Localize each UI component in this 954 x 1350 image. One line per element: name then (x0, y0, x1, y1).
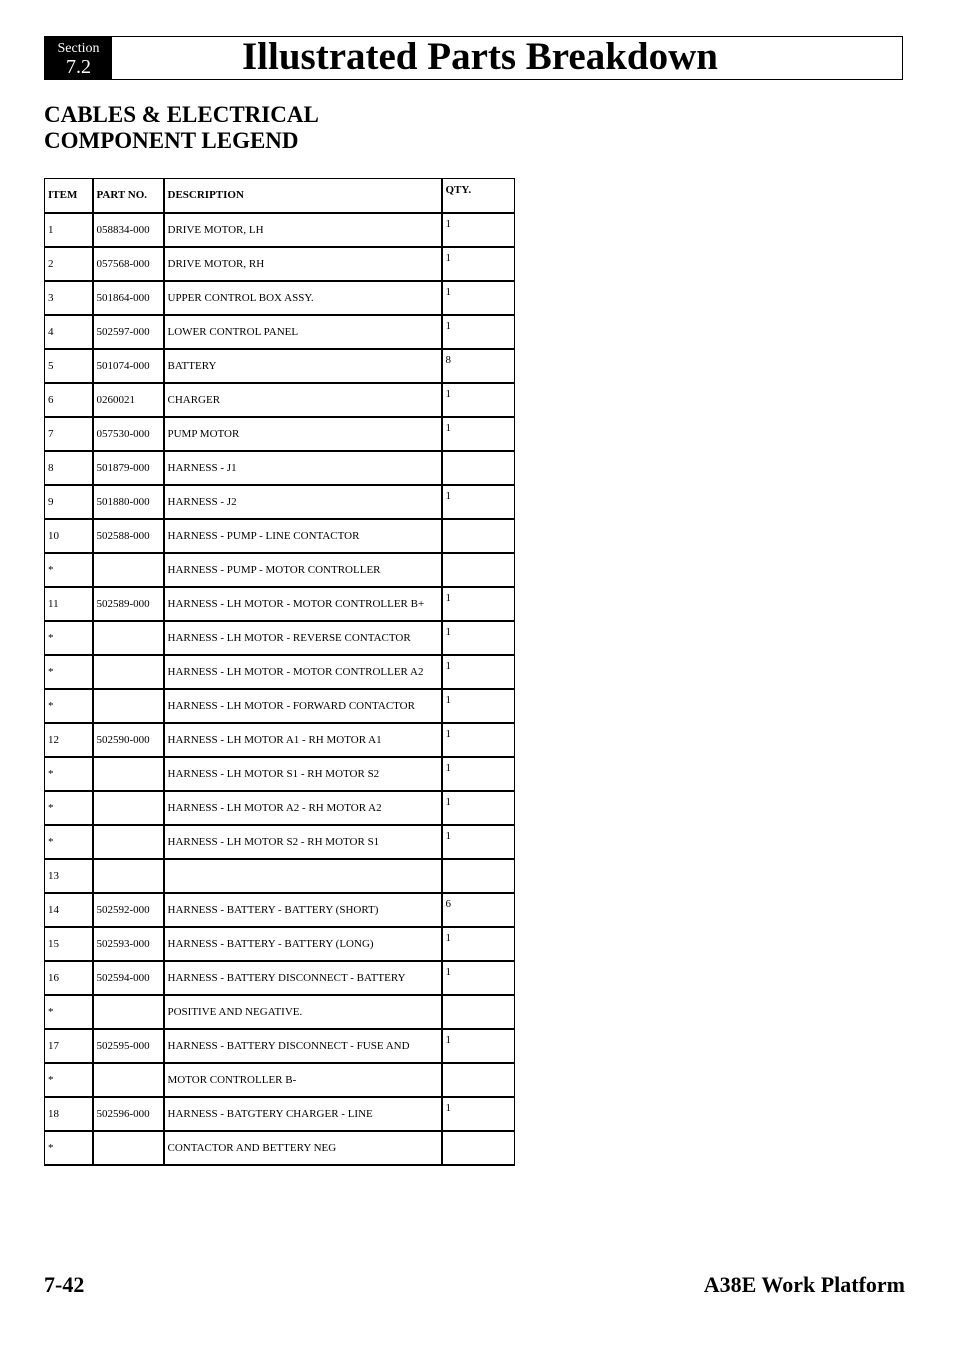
part-no-cell: 501074-000 (93, 349, 164, 383)
part-no-cell (93, 1131, 164, 1165)
part-no-cell: 502590-000 (93, 723, 164, 757)
item-cell: * (45, 689, 93, 723)
item-cell: * (45, 995, 93, 1029)
qty-cell: 1 (442, 655, 515, 689)
table-row (45, 383, 515, 417)
header-description: DESCRIPTION (164, 179, 442, 213)
qty-cell (442, 859, 515, 893)
item-cell: * (45, 553, 93, 587)
qty-cell: 1 (442, 281, 515, 315)
part-no-cell (93, 655, 164, 689)
item-cell: 14 (45, 893, 93, 927)
item-cell: 13 (45, 859, 93, 893)
part-no-cell (93, 791, 164, 825)
description-cell: POSITIVE AND NEGATIVE. (164, 995, 442, 1029)
item-cell: * (45, 791, 93, 825)
description-cell: HARNESS - BATTERY DISCONNECT - BATTERY (164, 961, 442, 995)
qty-cell (442, 553, 515, 587)
table-row (45, 621, 515, 655)
qty-cell (442, 519, 515, 553)
qty-cell: 1 (442, 417, 515, 451)
qty-cell: 1 (442, 621, 515, 655)
header-qty: QTY. (442, 179, 515, 213)
part-no-cell: 501880-000 (93, 485, 164, 519)
item-cell: 2 (45, 247, 93, 281)
table-row (45, 349, 515, 383)
item-cell: 9 (45, 485, 93, 519)
parts-table (44, 178, 515, 1166)
part-no-cell (93, 621, 164, 655)
parts-table-body (45, 213, 515, 1165)
page-header (44, 36, 903, 80)
table-row (45, 485, 515, 519)
description-cell: CHARGER (164, 383, 442, 417)
table-row (45, 757, 515, 791)
table-row (45, 893, 515, 927)
section-number: 7.2 (66, 56, 91, 78)
qty-cell: 1 (442, 1097, 515, 1131)
part-no-cell: 502597-000 (93, 315, 164, 349)
qty-cell (442, 1063, 515, 1097)
item-cell: 10 (45, 519, 93, 553)
page-title: Illustrated Parts Breakdown (242, 35, 718, 78)
qty-cell: 1 (442, 757, 515, 791)
qty-cell: 1 (442, 927, 515, 961)
description-cell: PUMP MOTOR (164, 417, 442, 451)
description-cell: HARNESS - LH MOTOR - FORWARD CONTACTOR (164, 689, 442, 723)
part-no-cell: 502595-000 (93, 1029, 164, 1063)
table-row (45, 281, 515, 315)
description-cell: HARNESS - LH MOTOR S1 - RH MOTOR S2 (164, 757, 442, 791)
description-cell: HARNESS - J1 (164, 451, 442, 485)
table-row (45, 213, 515, 247)
item-cell: * (45, 655, 93, 689)
qty-cell: 8 (442, 349, 515, 383)
description-cell: DRIVE MOTOR, RH (164, 247, 442, 281)
item-cell: 1 (45, 213, 93, 247)
table-row (45, 519, 515, 553)
table-row (45, 247, 515, 281)
description-cell: HARNESS - LH MOTOR A1 - RH MOTOR A1 (164, 723, 442, 757)
part-no-cell: 502594-000 (93, 961, 164, 995)
header-item: ITEM (45, 179, 93, 213)
part-no-cell: 057568-000 (93, 247, 164, 281)
item-cell: 15 (45, 927, 93, 961)
part-no-cell: 502589-000 (93, 587, 164, 621)
part-no-cell (93, 553, 164, 587)
table-row (45, 553, 515, 587)
table-row (45, 417, 515, 451)
table-row (45, 859, 515, 893)
table-row (45, 1063, 515, 1097)
item-cell: 17 (45, 1029, 93, 1063)
part-no-cell (93, 995, 164, 1029)
item-cell: * (45, 825, 93, 859)
description-cell: CONTACTOR AND BETTERY NEG (164, 1131, 442, 1165)
table-row (45, 723, 515, 757)
table-row (45, 315, 515, 349)
item-cell: 5 (45, 349, 93, 383)
subtitle-line-1: CABLES & ELECTRICAL (44, 102, 319, 127)
item-cell: 4 (45, 315, 93, 349)
item-cell: * (45, 1063, 93, 1097)
description-cell: HARNESS - LH MOTOR - MOTOR CONTROLLER A2 (164, 655, 442, 689)
part-no-cell: 502592-000 (93, 893, 164, 927)
description-cell: UPPER CONTROL BOX ASSY. (164, 281, 442, 315)
description-cell: LOWER CONTROL PANEL (164, 315, 442, 349)
part-no-cell: 058834-000 (93, 213, 164, 247)
description-cell: HARNESS - BATTERY - BATTERY (SHORT) (164, 893, 442, 927)
item-cell: 3 (45, 281, 93, 315)
description-cell: HARNESS - LH MOTOR A2 - RH MOTOR A2 (164, 791, 442, 825)
part-no-cell: 501879-000 (93, 451, 164, 485)
qty-cell: 1 (442, 1029, 515, 1063)
part-no-cell (93, 859, 164, 893)
qty-cell: 1 (442, 689, 515, 723)
item-cell: 12 (45, 723, 93, 757)
qty-cell: 1 (442, 791, 515, 825)
qty-cell: 1 (442, 213, 515, 247)
table-row (45, 1131, 515, 1165)
section-label: Section (57, 41, 100, 56)
table-row (45, 689, 515, 723)
item-cell: 18 (45, 1097, 93, 1131)
part-no-cell: 502588-000 (93, 519, 164, 553)
description-cell: HARNESS - BATGTERY CHARGER - LINE (164, 1097, 442, 1131)
table-row (45, 655, 515, 689)
description-cell: HARNESS - PUMP - LINE CONTACTOR (164, 519, 442, 553)
qty-cell: 6 (442, 893, 515, 927)
description-cell: HARNESS - J2 (164, 485, 442, 519)
description-cell (164, 859, 442, 893)
part-no-cell (93, 1063, 164, 1097)
table-row (45, 961, 515, 995)
description-cell: HARNESS - LH MOTOR - MOTOR CONTROLLER B+ (164, 587, 442, 621)
qty-cell: 1 (442, 825, 515, 859)
qty-cell (442, 451, 515, 485)
table-row (45, 587, 515, 621)
item-cell: 8 (45, 451, 93, 485)
item-cell: * (45, 621, 93, 655)
qty-cell (442, 1131, 515, 1165)
item-cell: 11 (45, 587, 93, 621)
page-number: 7-42 (44, 1272, 85, 1297)
part-no-cell: 057530-000 (93, 417, 164, 451)
part-no-cell: 501864-000 (93, 281, 164, 315)
part-no-cell (93, 757, 164, 791)
description-cell: HARNESS - BATTERY - BATTERY (LONG) (164, 927, 442, 961)
table-row (45, 825, 515, 859)
qty-cell: 1 (442, 315, 515, 349)
item-cell: 7 (45, 417, 93, 451)
table-row (45, 451, 515, 485)
qty-cell: 1 (442, 485, 515, 519)
description-cell: HARNESS - LH MOTOR - REVERSE CONTACTOR (164, 621, 442, 655)
table-row (45, 995, 515, 1029)
qty-cell: 1 (442, 587, 515, 621)
item-cell: * (45, 1131, 93, 1165)
part-no-cell (93, 825, 164, 859)
table-row (45, 1097, 515, 1131)
section-subtitle (44, 102, 384, 154)
qty-cell (442, 995, 515, 1029)
item-cell: 16 (45, 961, 93, 995)
qty-cell: 1 (442, 247, 515, 281)
qty-cell: 1 (442, 961, 515, 995)
part-no-cell (93, 689, 164, 723)
description-cell: DRIVE MOTOR, LH (164, 213, 442, 247)
product-name: A38E Work Platform (703, 1272, 905, 1297)
part-no-cell: 0260021 (93, 383, 164, 417)
part-no-cell: 502596-000 (93, 1097, 164, 1131)
part-no-cell: 502593-000 (93, 927, 164, 961)
subtitle-line-2: COMPONENT LEGEND (44, 128, 299, 153)
description-cell: HARNESS - BATTERY DISCONNECT - FUSE AND (164, 1029, 442, 1063)
qty-cell: 1 (442, 723, 515, 757)
description-cell: BATTERY (164, 349, 442, 383)
header-part-no: PART NO. (93, 179, 164, 213)
table-header-row (45, 179, 515, 213)
description-cell: HARNESS - PUMP - MOTOR CONTROLLER (164, 553, 442, 587)
description-cell: HARNESS - LH MOTOR S2 - RH MOTOR S1 (164, 825, 442, 859)
table-row (45, 791, 515, 825)
table-row (45, 927, 515, 961)
item-cell: * (45, 757, 93, 791)
table-row (45, 1029, 515, 1063)
item-cell: 6 (45, 383, 93, 417)
qty-cell: 1 (442, 383, 515, 417)
section-badge (45, 37, 112, 79)
description-cell: MOTOR CONTROLLER B- (164, 1063, 442, 1097)
